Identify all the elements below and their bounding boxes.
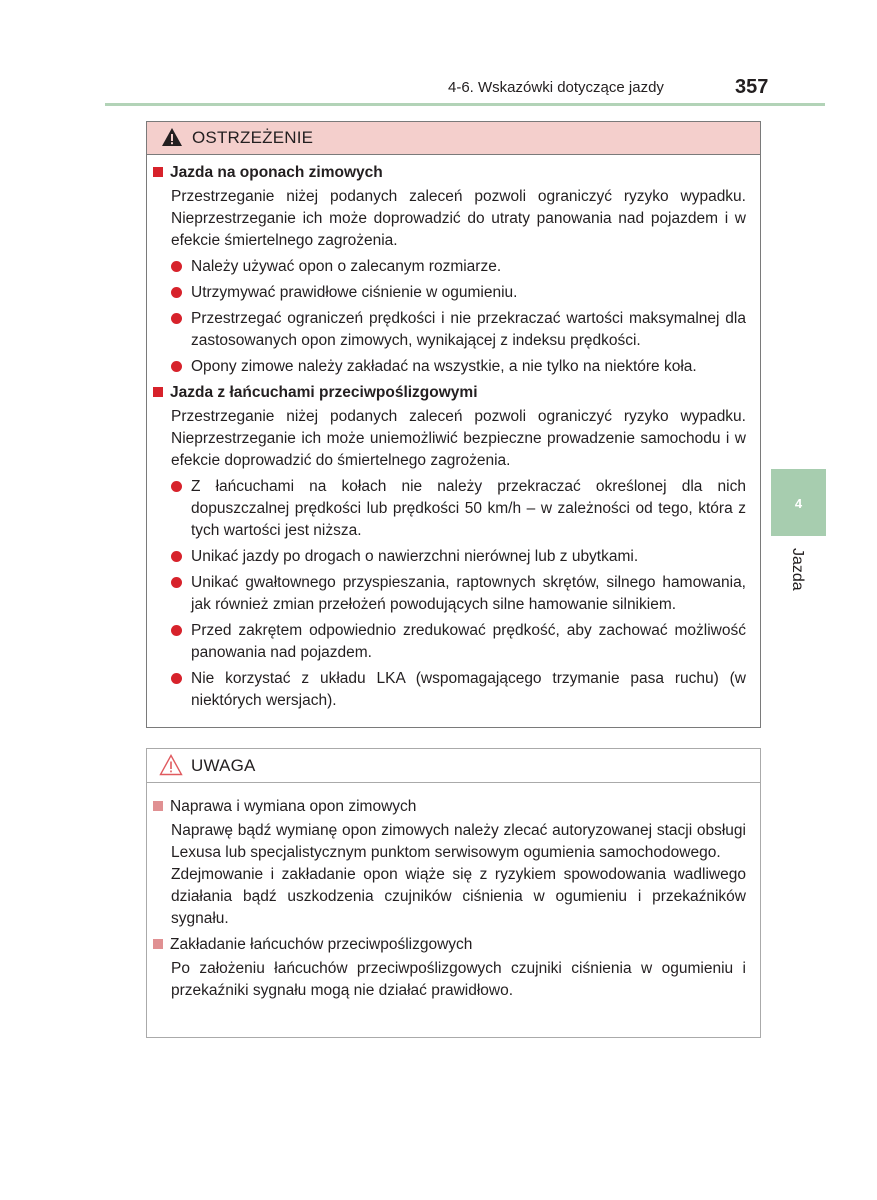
section-heading-text: Jazda z łańcuchami przeciwpoślizgowymi bbox=[170, 384, 478, 401]
list-item bbox=[147, 620, 760, 664]
section-heading bbox=[147, 382, 760, 404]
bullet-dot bbox=[171, 361, 182, 372]
section-marker bbox=[153, 939, 163, 949]
caution-box bbox=[146, 748, 761, 1038]
caution-box-title: UWAGA bbox=[191, 756, 256, 775]
chapter-tab bbox=[771, 469, 826, 536]
list-item-text: Utrzymywać prawidłowe ciśnienie w ogumieniu. bbox=[191, 284, 518, 301]
header-section-title: 4-6. Wskazówki dotyczące jazdy bbox=[448, 79, 664, 96]
list-item bbox=[147, 282, 760, 304]
section-winter-tires bbox=[147, 162, 760, 378]
bullet-dot bbox=[171, 577, 182, 588]
bullet-list bbox=[147, 256, 760, 378]
warning-icon bbox=[161, 127, 183, 147]
bullet-dot bbox=[171, 481, 182, 492]
bullet-dot bbox=[171, 313, 182, 324]
section-paragraph: Po założeniu łańcuchów przeciwpoślizgowych czujniki ciśnienia w ogumieniu i przekaźniki sygnału mogą nie działać prawidłowo. bbox=[171, 960, 746, 999]
section-paragraph: Naprawę bądź wymianę opon zimowych należy zlecać autoryzowanej stacji obsługi Lexusa lub specjalistycznym punktom serwisowym ogumienia samochodowego. bbox=[171, 822, 746, 861]
list-item bbox=[147, 308, 760, 352]
section-intro: Przestrzeganie niżej podanych zaleceń pozwoli ograniczyć ryzyko wypadku. Nieprzestrzeganie ich może doprowadzić do utraty panowania nad pojazdem i w efekcie śmiertelnego zagrożenia. bbox=[171, 188, 746, 249]
warning-box-header bbox=[147, 122, 760, 155]
section-heading bbox=[147, 796, 760, 818]
list-item-text: Przestrzegać ograniczeń prędkości i nie przekraczać wartości maksymalnej dla zastosowanych opon zimowych, wynikającej z indeksu prędkości. bbox=[191, 310, 746, 349]
caution-icon bbox=[159, 754, 183, 776]
list-item-text: Opony zimowe należy zakładać na wszystkie, a nie tylko na niektóre koła. bbox=[191, 358, 697, 375]
section-paragraph: Zdejmowanie i zakładanie opon wiąże się z ryzykiem spowodowania wadliwego działania bądź uszkodzenia czujników ciśnienia w ogumieniu i przekaźników sygnału. bbox=[171, 866, 746, 927]
section-snow-chains bbox=[147, 382, 760, 712]
section-marker bbox=[153, 167, 163, 177]
bullet-dot bbox=[171, 673, 182, 684]
section-heading-text: Jazda na oponach zimowych bbox=[170, 164, 383, 181]
list-item-text: Przed zakrętem odpowiednio zredukować prędkość, aby zachować możliwość panowania nad pojazdem. bbox=[191, 622, 746, 661]
chapter-tab-number: 4 bbox=[794, 496, 803, 511]
list-item bbox=[147, 256, 760, 278]
list-item-text: Unikać jazdy po drogach o nawierzchni nierównej lub z ubytkami. bbox=[191, 548, 639, 565]
section-intro: Przestrzeganie niżej podanych zaleceń pozwoli ograniczyć ryzyko wypadku. Nieprzestrzeganie ich może uniemożliwić bezpieczne prowadzenie samochodu i w efekcie doprowadzić do śmiertelnego zagrożenia. bbox=[171, 408, 746, 469]
list-item bbox=[147, 476, 760, 542]
list-item-text: Należy używać opon o zalecanym rozmiarze. bbox=[191, 258, 502, 275]
caution-box-header bbox=[147, 749, 760, 783]
section-heading-text: Zakładanie łańcuchów przeciwpoślizgowych bbox=[170, 936, 473, 953]
section-marker bbox=[153, 801, 163, 811]
bullet-dot bbox=[171, 551, 182, 562]
list-item bbox=[147, 668, 760, 712]
bullet-dot bbox=[171, 625, 182, 636]
list-item bbox=[147, 356, 760, 378]
section-marker bbox=[153, 387, 163, 397]
chapter-label: Jazda bbox=[789, 548, 806, 591]
bullet-list bbox=[147, 476, 760, 712]
header-rule bbox=[105, 103, 825, 106]
warning-box-title: OSTRZEŻENIE bbox=[192, 128, 314, 147]
section-heading bbox=[147, 934, 760, 956]
section-heading bbox=[147, 162, 760, 184]
bullet-dot bbox=[171, 287, 182, 298]
list-item-text: Z łańcuchami na kołach nie należy przekraczać określonej dla nich dopuszczalnej prędkości lub prędkości 50 km/h – w zależności od tego, która z tych wartości jest niższa. bbox=[191, 478, 746, 539]
warning-box-body bbox=[147, 162, 760, 716]
page-number: 357 bbox=[735, 76, 769, 98]
list-item-text: Unikać gwałtownego przyspieszania, raptownych skrętów, silnego hamowania, jak również zmian przełożeń powodujących silne hamowanie silnikiem. bbox=[191, 574, 746, 613]
caution-box-body bbox=[147, 796, 760, 1006]
section-chain-fitting bbox=[147, 934, 760, 1002]
list-item bbox=[147, 546, 760, 568]
bullet-dot bbox=[171, 261, 182, 272]
section-heading-text: Naprawa i wymiana opon zimowych bbox=[170, 798, 417, 815]
warning-box bbox=[146, 121, 761, 728]
list-item-text: Nie korzystać z układu LKA (wspomagającego trzymanie pasa ruchu) (w niektórych wersjach). bbox=[191, 670, 746, 709]
list-item bbox=[147, 572, 760, 616]
section-tire-repair bbox=[147, 796, 760, 930]
